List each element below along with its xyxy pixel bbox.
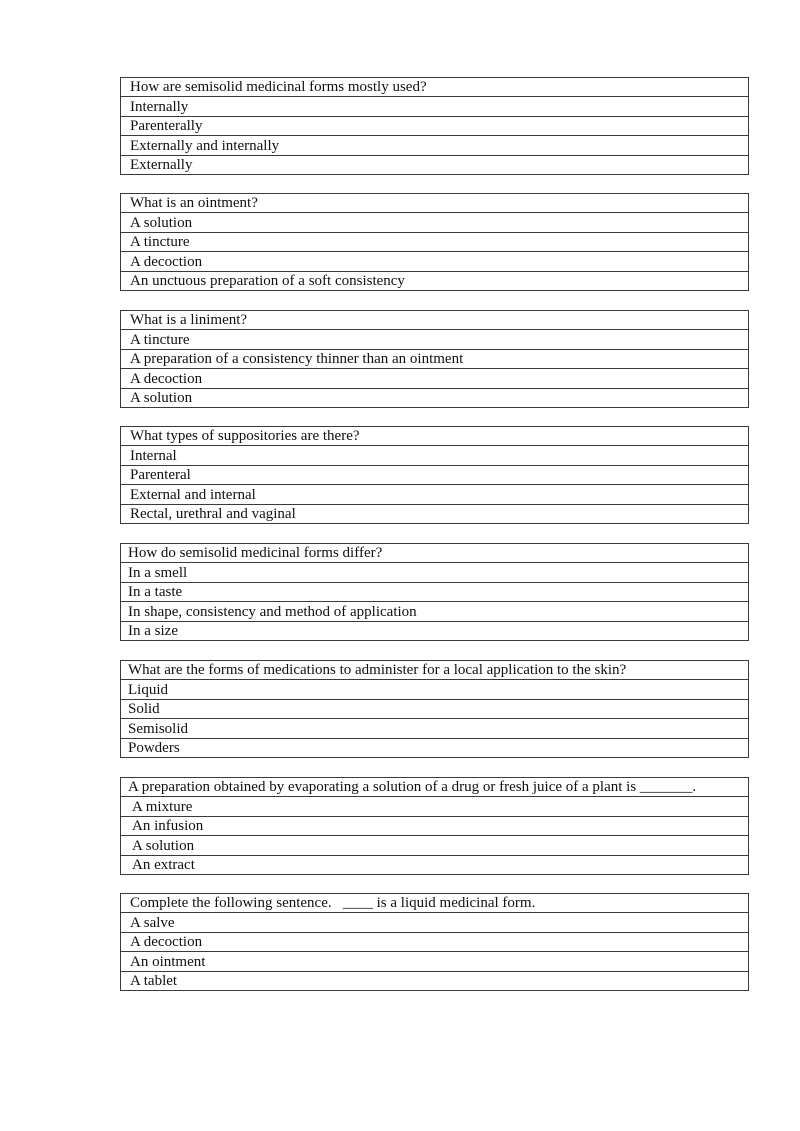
answer-option: An ointment <box>121 952 749 971</box>
question-block-3 <box>120 310 749 408</box>
question-block-2 <box>120 193 749 291</box>
answer-option: In a size <box>121 621 749 640</box>
question-block-7 <box>120 777 749 875</box>
question-text: What is an ointment? <box>121 194 749 213</box>
question-block-8 <box>120 893 749 991</box>
answer-option: An unctuous preparation of a soft consistency <box>121 271 749 290</box>
answer-option: In a smell <box>121 563 749 582</box>
answer-option: A preparation of a consistency thinner than an ointment <box>121 349 749 368</box>
answer-option: Solid <box>121 699 749 718</box>
question-text: What types of suppositories are there? <box>121 427 749 446</box>
answer-option: Parenteral <box>121 465 749 484</box>
answer-option: A decoction <box>121 252 749 271</box>
answer-option: A mixture <box>121 797 749 816</box>
answer-option: A salve <box>121 913 749 932</box>
answer-option: Externally and internally <box>121 136 749 155</box>
answer-option: In a taste <box>121 582 749 601</box>
question-text: Complete the following sentence. ____ is a liquid medicinal form. <box>121 894 749 913</box>
question-text: A preparation obtained by evaporating a solution of a drug or fresh juice of a plant is _______. <box>121 778 749 797</box>
answer-option: A tablet <box>121 971 749 990</box>
question-text: What is a liniment? <box>121 311 749 330</box>
question-block-6 <box>120 660 749 758</box>
answer-option: Parenterally <box>121 116 749 135</box>
answer-option: Externally <box>121 155 749 174</box>
answer-option: External and internal <box>121 485 749 504</box>
answer-option: Liquid <box>121 680 749 699</box>
answer-option: A solution <box>121 388 749 407</box>
question-block-5 <box>120 543 749 641</box>
answer-option: A tincture <box>121 232 749 251</box>
answer-option: A decoction <box>121 932 749 951</box>
answer-option: An extract <box>121 855 749 874</box>
answer-option: A solution <box>121 836 749 855</box>
answer-option: Powders <box>121 738 749 757</box>
question-block-1 <box>120 77 749 175</box>
answer-option: A decoction <box>121 369 749 388</box>
question-text: How do semisolid medicinal forms differ? <box>121 544 749 563</box>
answer-option: Internally <box>121 97 749 116</box>
answer-option: Internal <box>121 446 749 465</box>
answer-option: Semisolid <box>121 719 749 738</box>
question-block-4 <box>120 426 749 524</box>
answer-option: A solution <box>121 213 749 232</box>
question-text: What are the forms of medications to administer for a local application to the skin? <box>121 661 749 680</box>
answer-option: In shape, consistency and method of application <box>121 602 749 621</box>
answer-option: An infusion <box>121 816 749 835</box>
answer-option: A tincture <box>121 330 749 349</box>
answer-option: Rectal, urethral and vaginal <box>121 504 749 523</box>
question-text: How are semisolid medicinal forms mostly used? <box>121 78 749 97</box>
